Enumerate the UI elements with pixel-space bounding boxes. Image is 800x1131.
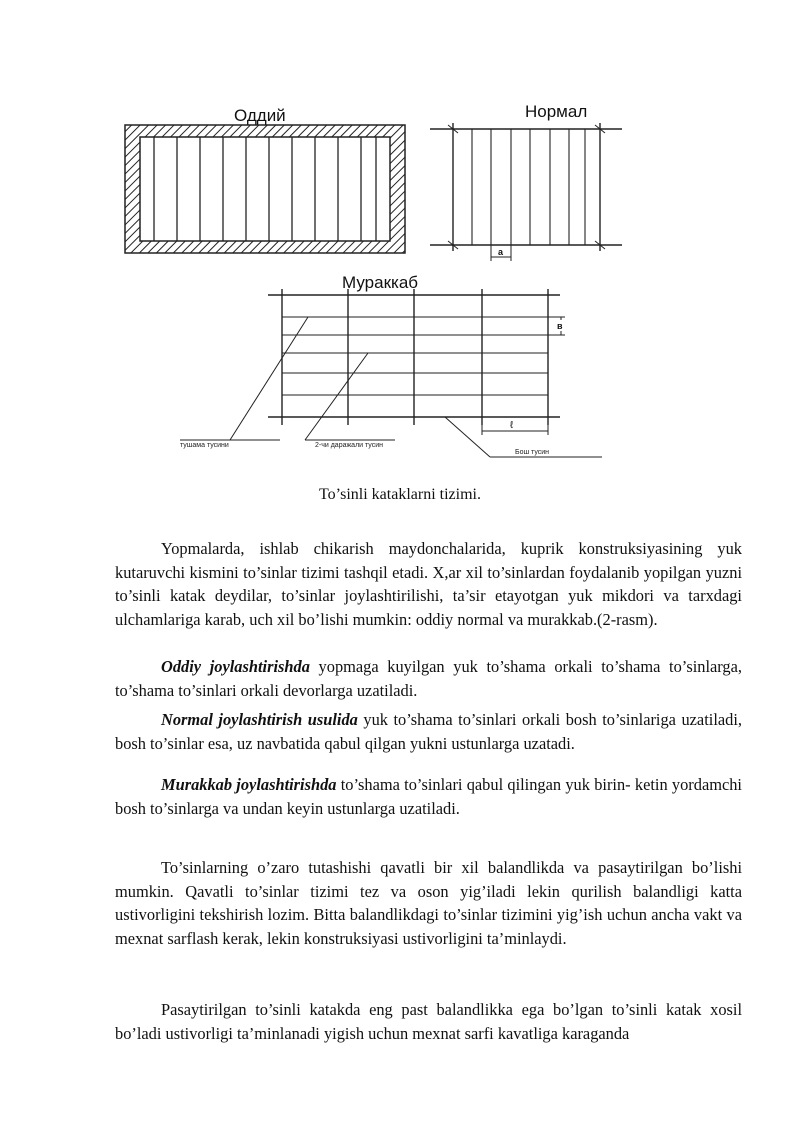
paragraph-intro: Yopmalarda, ishlab chikarish maydonchalarida, kuprik konstruksiyasining yuk kutaruvchi kismini to’sinlar tizimi tashqil etadi. X,ar xil to’sinlardan foydalanib yopilgan yuzni to’sinli katak deydilar, to’sinlar joylashtirilishi, ta’sir etayotgan yuk mikdori va tarxdagi ulchamlariga karab, uch xil bo’lishi mumkin: oddiy normal va murakkab.(2-rasm). (115, 539, 742, 629)
term-murakkab: Murakkab joylashtirishda (161, 775, 337, 794)
term-oddiy: Oddiy joylashtirishda (161, 657, 310, 676)
normal-diagram (430, 102, 622, 261)
paragraph-oddiy (115, 655, 742, 702)
callout-main-beam: Бош тусин (515, 449, 550, 456)
murakkab-title: Мураккаб (342, 273, 419, 292)
callout-secondary-beam: 2-чи даражали тусин (315, 442, 383, 449)
murakkab-diagram (180, 273, 602, 457)
normal-title: Нормал (525, 102, 588, 121)
dim-a-label: a (498, 247, 504, 257)
paragraph-connection: To’sinlarning o’zaro tutashishi qavatli bir xil balandlikda va pasaytirilgan bo’lishi mumkin. Qavatli to’sinlar tizimi tez va oson yig’iladi lekin qurilish balandligi katta ustivorligini tekshirish lozim. Bitta balandlikdagi to’sinlar tizimini yig’ish uchun ancha vakt va mexnat sarflash kerak, lekin konstruksiyasi ustivorligini ta’minlaydi. (115, 858, 742, 948)
oddiy-title: Оддий (234, 106, 286, 125)
paragraph-normal-text: yuk to’shama to’sinlari orkali bosh to’sinlariga uzatiladi, bosh to’sinlar esa, uz navbatida qabul qilgan yukni ustunlarga uzatadi. (115, 710, 742, 753)
paragraph-lowered: Pasaytirilgan to’sinli katakda eng past balandlikka ega bo’lgan to’sinli katak xosil bo’ladi ustivorligi ta’minlanadi yigish uchun mexnat sarfi kavatliga karaganda (115, 1000, 742, 1043)
paragraph-murakkab (115, 773, 742, 820)
oddiy-diagram (125, 106, 405, 253)
dim-l-label: ℓ (510, 420, 514, 431)
paragraph-murakkab-text: to’shama to’sinlari qabul qilingan yuk birin- ketin yordamchi bosh to’sinlarga va undan keyin ustunlarga uzatiladi. (115, 775, 742, 818)
callout-toshama: тушама тусини (180, 442, 229, 449)
figure-caption: To’sinli kataklarni tizimi. (319, 486, 481, 503)
dim-v-label: в (557, 321, 563, 331)
beam-grid-figure (110, 95, 630, 470)
paragraph-oddiy-text: yopmaga kuyilgan yuk to’shama orkali to’shama to’sinlarga, to’shama to’sinlari orkali devorlarga uzatiladi. (115, 657, 743, 700)
term-normal: Normal joylashtirish usulida (161, 710, 358, 729)
paragraph-normal (115, 708, 742, 755)
